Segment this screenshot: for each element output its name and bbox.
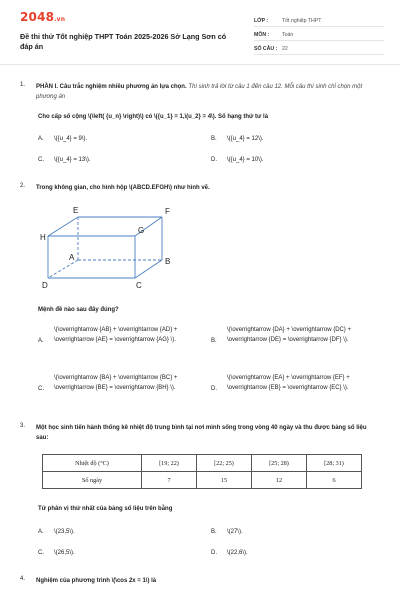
meta-value: Toán xyxy=(282,31,294,38)
table-cell: 6 xyxy=(307,472,362,489)
option-text: \(\overrightarrow {DA} + \overrightarrow {DC} + \overrightarrow {DE} = \overrightarrow {DF} \). xyxy=(227,327,352,343)
box-figure xyxy=(40,200,190,290)
option-label: A. xyxy=(38,136,44,142)
question-text: Một học sinh tiến hành thống kê nhiệt độ trung bình tại nơi mình sống trong vòng 40 ngày và thu được bảng số liệu sau: xyxy=(36,425,367,441)
question-number: 3. xyxy=(20,423,26,429)
option-text: \(26,5\). xyxy=(54,550,75,556)
option-label: D. xyxy=(211,386,217,392)
logo-text: 2048 xyxy=(20,10,55,24)
question-stem: Mệnh đề nào sau đây đúng? xyxy=(38,307,119,313)
meta-key: LỚP : xyxy=(254,17,269,24)
vertex-label: B xyxy=(165,257,171,266)
site-logo[interactable] xyxy=(20,10,65,24)
question-stem: Tứ phân vị thứ nhất của bảng số liệu trên bằng xyxy=(38,506,173,512)
meta-value: 22 xyxy=(282,45,288,52)
table-row xyxy=(43,472,362,489)
header-divider xyxy=(0,64,400,65)
edge-HE xyxy=(48,217,78,236)
vertex-label: F xyxy=(165,207,170,216)
vertex-label: C xyxy=(136,281,142,290)
option-text: \(\overrightarrow {AB} + \overrightarrow {AD} + \overrightarrow {AE} = \overrightarrow {AG} \). xyxy=(54,327,178,343)
option-text: \({u_4} = 9\). xyxy=(54,136,88,142)
option-text: \(\overrightarrow {BA} + \overrightarrow {BC} + \overrightarrow {BE} = \overrightarrow {BH} \). xyxy=(54,375,178,391)
table-cell: Nhiệt độ (°C) xyxy=(43,455,142,472)
option-text: \({u_4} = 12\). xyxy=(227,136,264,142)
part-heading: PHẦN I. Câu trắc nghiệm nhiều phương án lựa chọn. xyxy=(36,84,187,90)
table-cell: 7 xyxy=(142,472,197,489)
page-title: Đề thi thử Tốt nghiệp THPT Toán 2025-2026 Sở Lạng Sơn có đáp án xyxy=(20,32,227,51)
question-stem: Cho cấp số cộng \(\left( {u_n} \right)\) có \({u_1} = 1,\(u_2} = 4\). Số hạng thứ tư là xyxy=(38,114,269,120)
data-table xyxy=(42,454,362,489)
vertex-label: E xyxy=(73,206,79,215)
option-label: B. xyxy=(211,529,217,535)
table-cell: [22; 25) xyxy=(197,455,252,472)
question-number: 1. xyxy=(20,82,26,88)
meta-row-count xyxy=(254,43,384,55)
question-text: Nghiệm của phương trình \(\cos 2x = 1\) là xyxy=(36,578,157,584)
option-label: D. xyxy=(211,157,217,163)
vertex-label: D xyxy=(42,281,48,290)
question-number: 4. xyxy=(20,576,26,582)
meta-key: MÔN : xyxy=(254,31,270,38)
edge-CB xyxy=(135,260,162,278)
option-text: \(23,5\). xyxy=(54,529,75,535)
vertex-label: G xyxy=(138,226,145,235)
question-number: 2. xyxy=(20,183,26,189)
option-label: A. xyxy=(38,338,44,344)
option-label: B. xyxy=(211,136,217,142)
option-label: C. xyxy=(38,386,44,392)
option-label: C. xyxy=(38,157,44,163)
table-cell: 12 xyxy=(252,472,307,489)
table-row xyxy=(43,455,362,472)
option-label: C. xyxy=(38,550,44,556)
edge-AD xyxy=(48,260,78,278)
option-label: D. xyxy=(211,550,217,556)
option-text: \({u_4} = 13\). xyxy=(54,157,91,163)
table-cell: [19; 22) xyxy=(142,455,197,472)
part-instruction: Thí sinh trả lời từ câu 1 đến câu 12. Mỗi câu thí sinh chỉ chọn một phương án xyxy=(36,84,363,100)
vertex-label: H xyxy=(40,233,46,242)
table-cell: [25; 28) xyxy=(252,455,307,472)
meta-row-subject xyxy=(254,29,384,41)
logo-suffix: .vn xyxy=(54,16,66,23)
option-label: B. xyxy=(211,338,217,344)
meta-key: SỐ CÂU : xyxy=(254,45,278,52)
option-text: \(\overrightarrow {EA} + \overrightarrow {EF} + \overrightarrow {EB} = \overrightarrow {EC} \). xyxy=(227,375,350,391)
meta-value: Tốt nghiệp THPT xyxy=(282,17,322,24)
option-label: A. xyxy=(38,529,44,535)
question-text: Trong không gian, cho hình hộp \(ABCD.EFGH\) như hình vẽ. xyxy=(36,185,210,191)
option-text: \(27\). xyxy=(227,529,243,535)
vertex-label: A xyxy=(69,253,75,262)
table-cell: [28; 31) xyxy=(307,455,362,472)
exam-meta xyxy=(254,15,384,57)
option-text: \(22,6\). xyxy=(227,550,248,556)
meta-row-class xyxy=(254,15,384,27)
table-cell: Số ngày xyxy=(43,472,142,489)
option-text: \({u_4} = 10\). xyxy=(227,157,264,163)
table-cell: 15 xyxy=(197,472,252,489)
question-text xyxy=(36,82,374,102)
